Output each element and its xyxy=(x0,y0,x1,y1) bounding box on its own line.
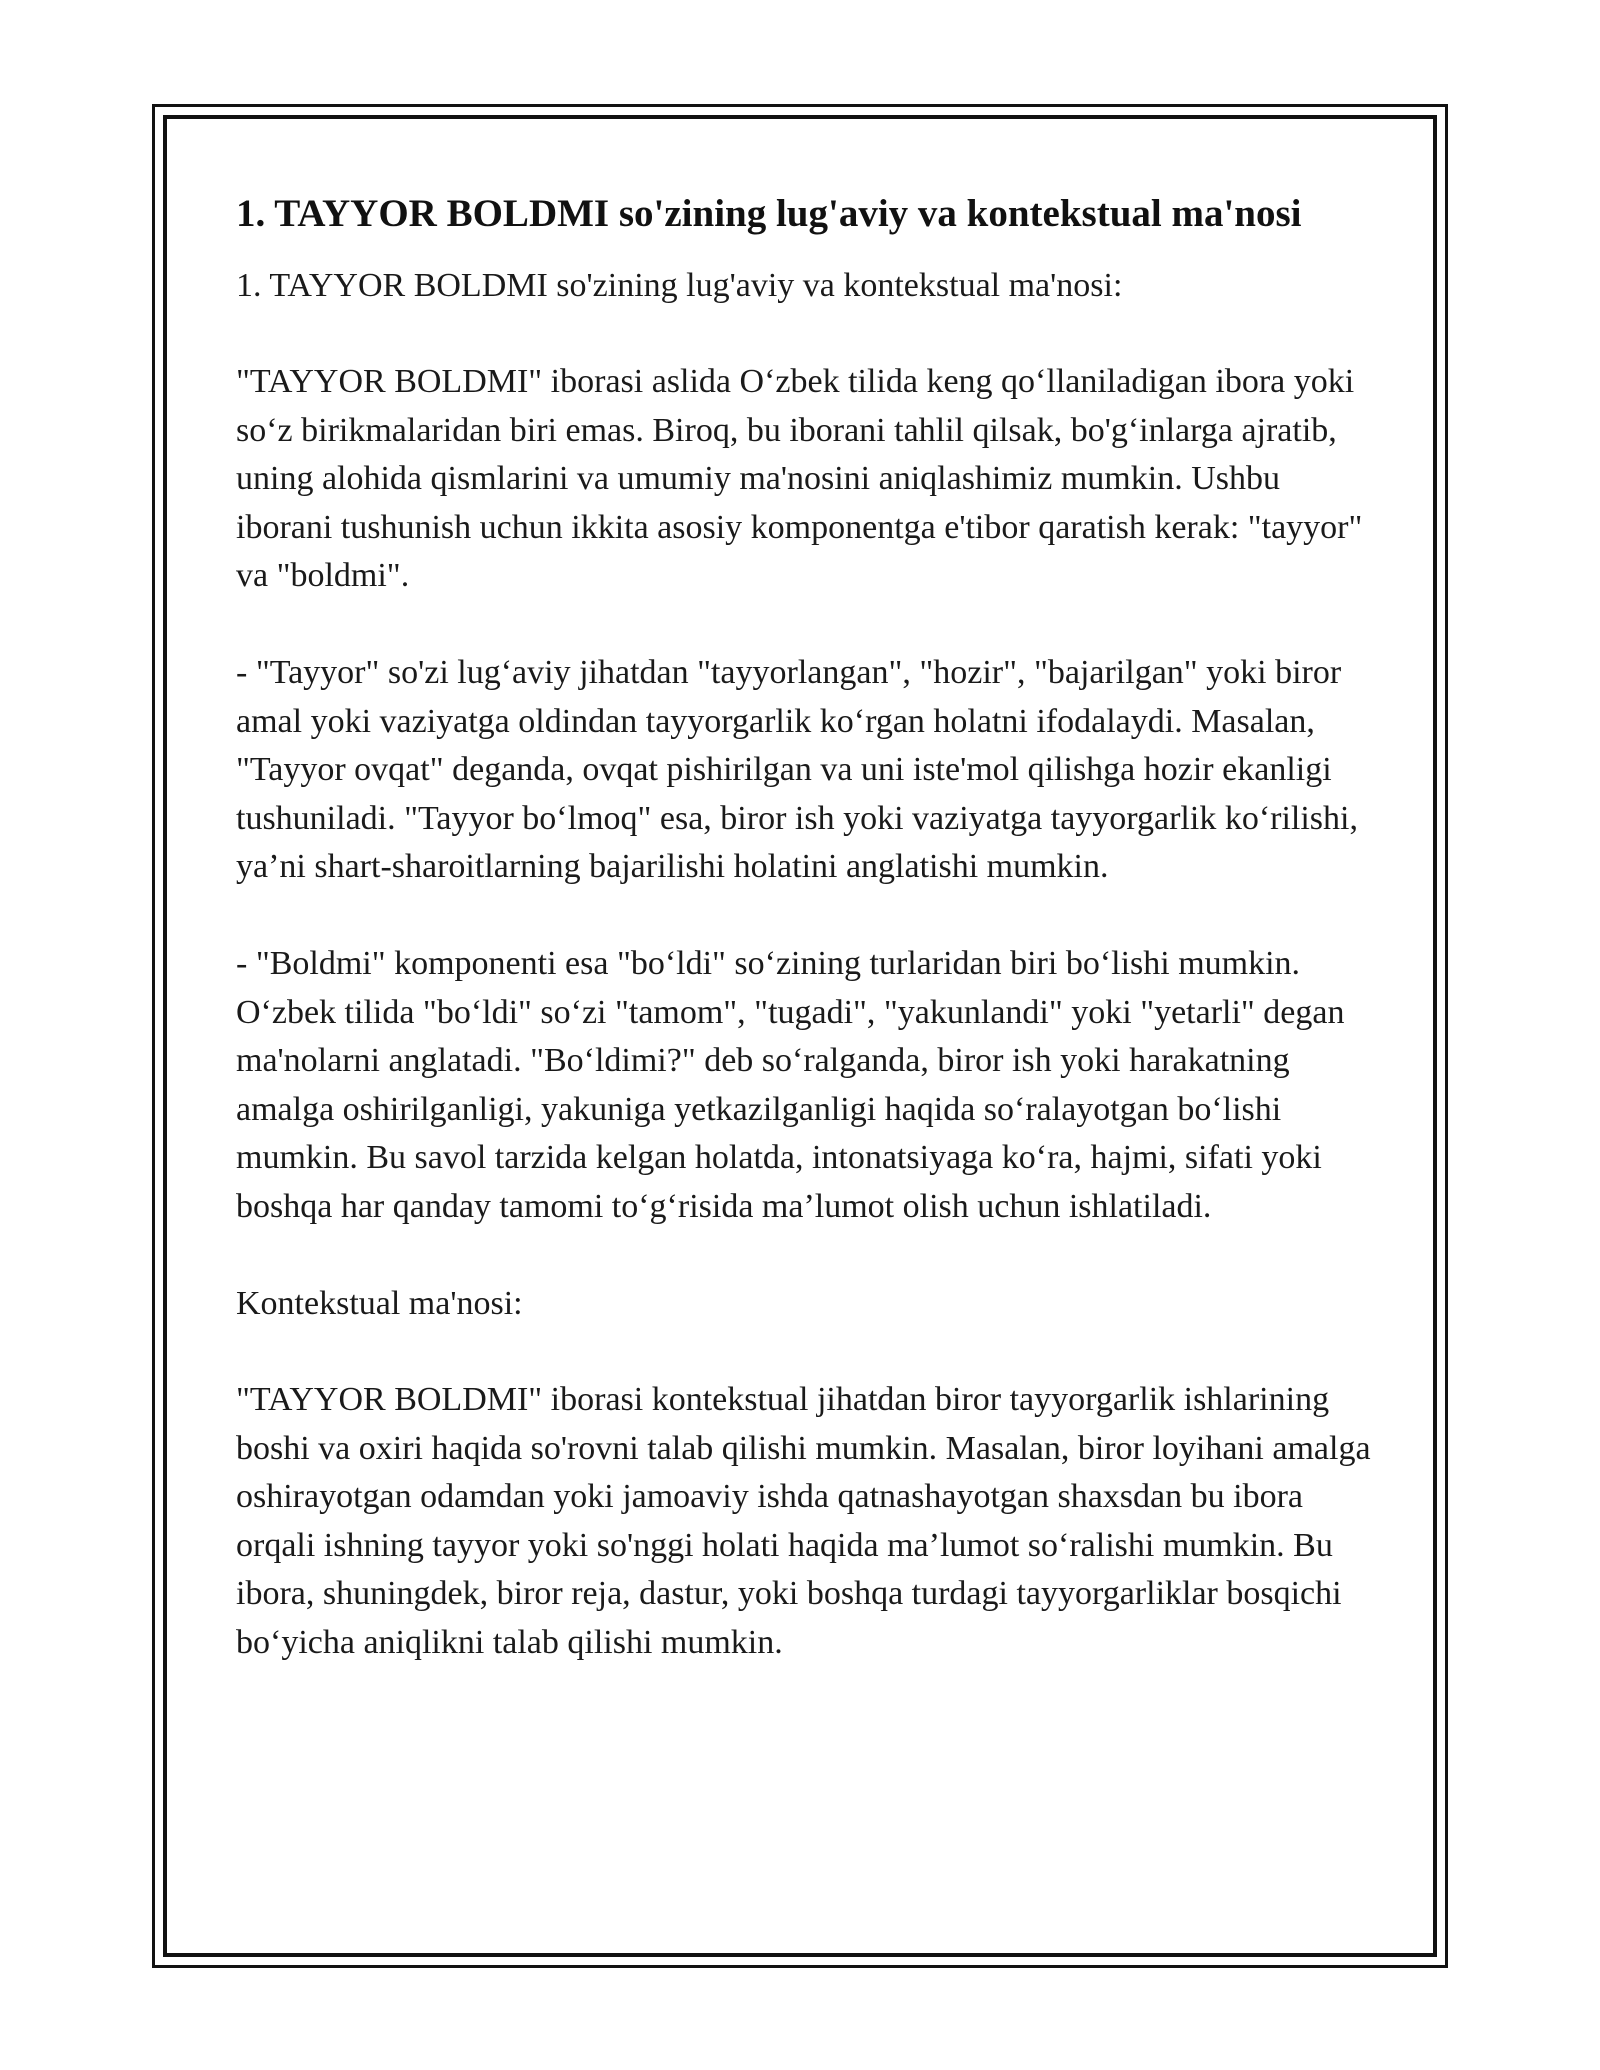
paragraph-tayyor: - "Tayyor" so'zi lug‘aviy jihatdan "tayyorlangan", "hozir", "bajarilgan" yoki biror amal yoki vaziyatga oldindan tayyorgarlik ko‘rgan holatni ifodalaydi. Masalan, "Tayyor ovqat" deganda, ovqat pishirilgan va uni iste'mol qilishga hozir ekanligi tushuniladi. "Tayyor bo‘lmoq" esa, biror ish yoki vaziyatga tayyorgarlik ko‘rilishi, ya’ni shart-sharoitlarning bajarilishi holatini anglatishi mumkin. xyxy=(236,653,1358,886)
document-title: 1. TAYYOR BOLDMI so'zining lug'aviy va kontekstual ma'nosi xyxy=(236,192,1302,235)
document-body xyxy=(236,186,1376,1668)
section-heading-line: 1. TAYYOR BOLDMI so'zining lug'aviy va kontekstual ma'nosi: xyxy=(236,267,1123,304)
paragraph-context: "TAYYOR BOLDMI" iborasi kontekstual jihatdan biror tayyorgarlik ishlarining boshi va oxiri haqida so'rovni talab qilishi mumkin. Masalan, biror loyihani amalga oshirayotgan odamdan yoki jamoaviy ishda qatnashayotgan shaxsdan bu ibora orqali ishning tayyor yoki so'nggi holati haqida ma’lumot so‘ralishi mumkin. Bu ibora, shuningdek, biror reja, dastur, yoki boshqa turdagi tayyorgarliklar bosqichi bo‘yicha aniqlikni talab qilishi mumkin. xyxy=(236,1381,1371,1662)
paragraph-intro: "TAYYOR BOLDMI" iborasi aslida O‘zbek tilida keng qo‘llaniladigan ibora yoki so‘z birikmalaridan biri emas. Biroq, bu iborani tahlil qilsak, bo'g‘inlarga ajratib, uning alohida qismlarini va umumiy ma'nosini aniqlashimiz mumkin. Ushbu iborani tushunish uchun ikkita asosiy komponentga e'tibor qaratish kerak: "tayyor" va "boldmi". xyxy=(236,363,1363,595)
paragraph-context-heading: Kontekstual ma'nosi: xyxy=(236,1284,523,1322)
paragraph-boldmi: - "Boldmi" komponenti esa "bo‘ldi" so‘zining turlaridan biri bo‘lishi mumkin. O‘zbek tilida "bo‘ldi" so‘zi "tamom", "tugadi", "yakunlandi" yoki "yetarli" degan ma'nolarni anglatadi. "Bo‘ldimi?" deb so‘ralganda, biror ish yoki harakatning amalga oshirilganligi, yakuniga yetkazilganligi haqida so‘ralayotgan bo‘lishi mumkin. Bu savol tarzida kelgan holatda, intonatsiyaga ko‘ra, hajmi, sifati yoki boshqa har qanday tamomi to‘g‘risida ma’lumot olish uchun ishlatiladi. xyxy=(236,944,1345,1225)
